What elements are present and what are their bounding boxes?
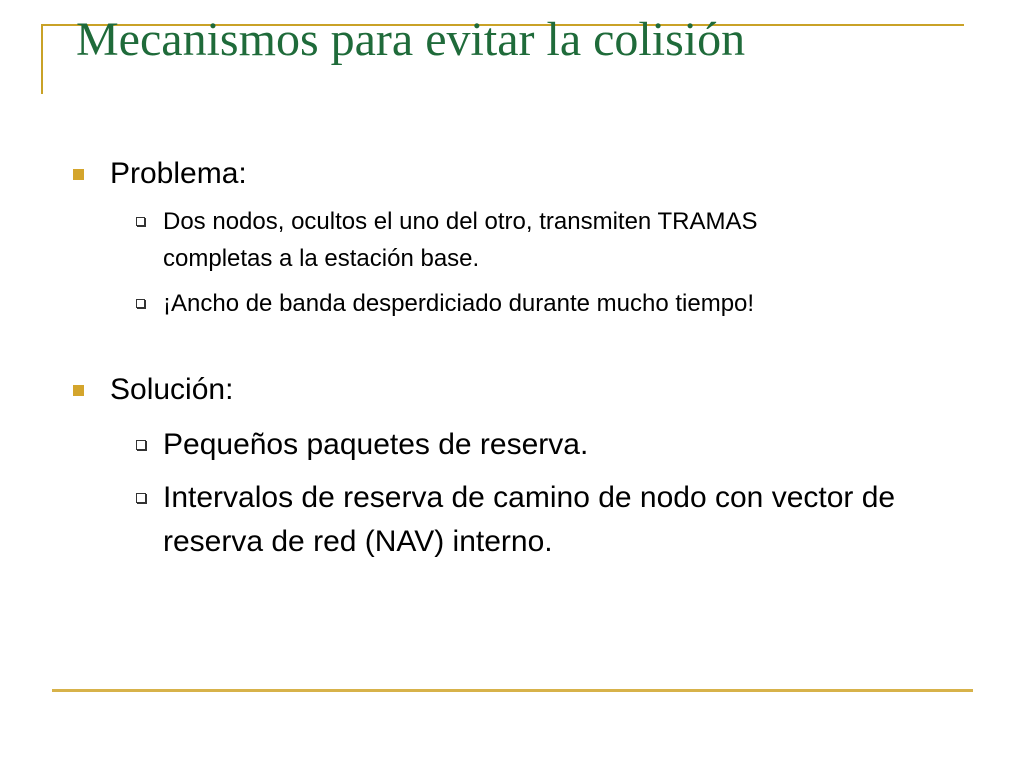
bullet-label: Problema:: [110, 157, 247, 190]
hollow-square-bullet-icon: [136, 299, 145, 308]
hollow-square-bullet-icon: [136, 440, 146, 450]
sub-bullet-problem-1: [163, 203, 863, 277]
sub-bullet-text: Dos nodos, ocultos el uno del otro, transmiten TRAMAS completas a la estación base.: [163, 208, 758, 272]
sub-bullet-text: Pequeños paquetes de reserva.: [163, 428, 589, 461]
hollow-square-bullet-icon: [136, 493, 146, 503]
footer-divider: [52, 689, 973, 692]
slide-title: Mecanismos para evitar la colisión: [76, 13, 746, 66]
sub-bullet-text: ¡Ancho de banda desperdiciado durante mucho tiempo!: [163, 290, 755, 317]
sub-bullet-text: Intervalos de reserva de camino de nodo con vector de reserva de red (NAV) interno.: [163, 481, 896, 558]
sub-bullet-solution-2: [163, 476, 923, 564]
hollow-square-bullet-icon: [136, 217, 145, 226]
sub-bullet-solution-1: [163, 423, 923, 467]
bullet-problema: [110, 156, 247, 192]
frame-left-line: [41, 24, 43, 94]
bullet-solucion: [110, 372, 233, 408]
square-bullet-icon: [73, 385, 84, 396]
sub-bullet-problem-2: [163, 285, 863, 322]
bullet-label: Solución:: [110, 373, 234, 406]
square-bullet-icon: [73, 169, 84, 180]
